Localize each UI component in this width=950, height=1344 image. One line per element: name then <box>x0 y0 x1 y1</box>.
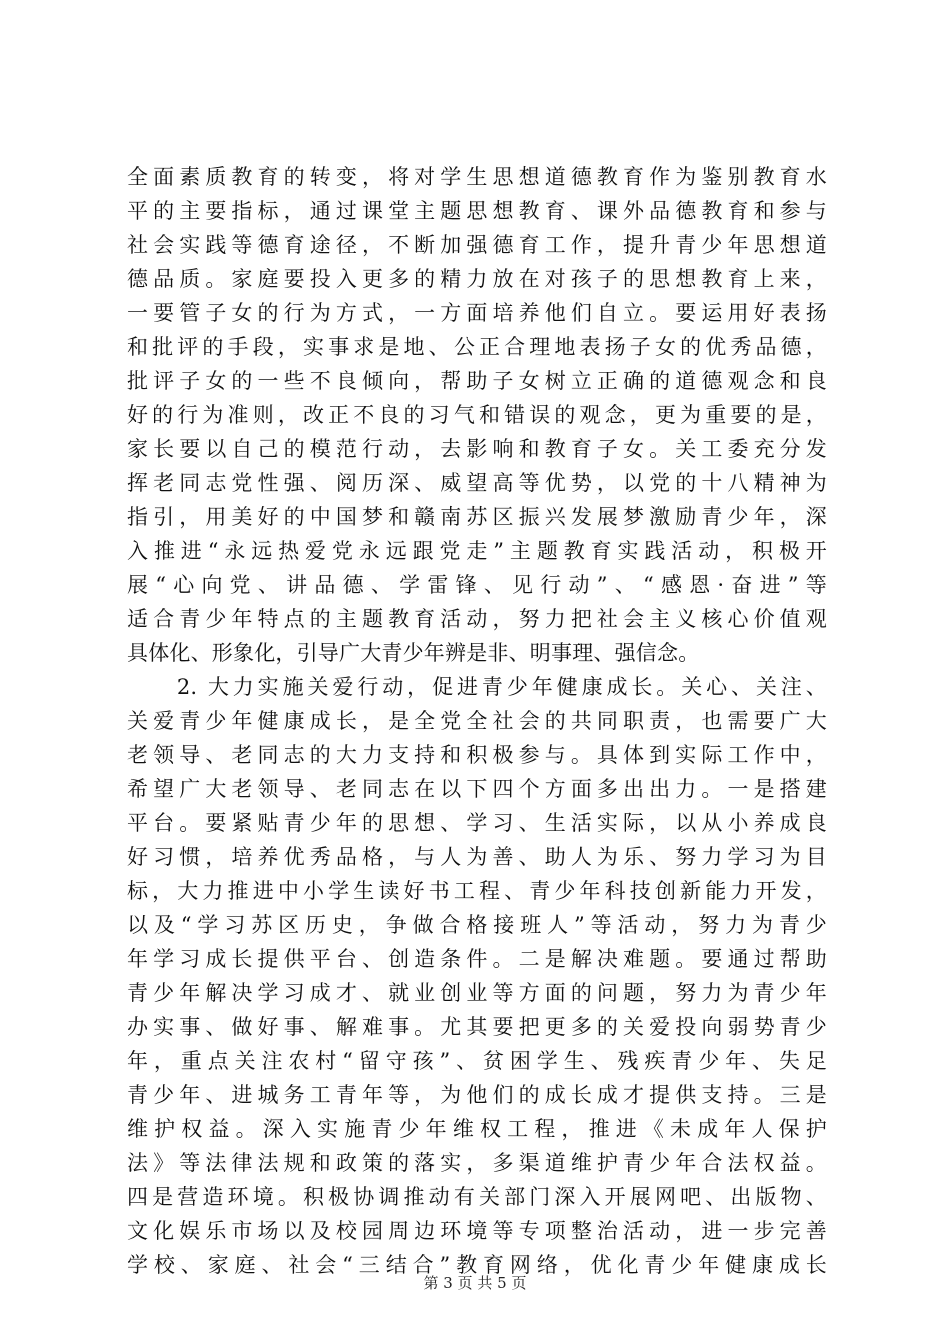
page-footer: 第 3 页 共 5 页 <box>423 1274 527 1292</box>
text-line: 希望广大老领导、老同志在以下四个方面多出出力。一是搭建 <box>127 777 827 801</box>
text-line: 平台。要紧贴青少年的思想、学习、生活实际，以从小养成良 <box>127 811 827 835</box>
text-line: 青少年解决学习成才、就业创业等方面的问题，努力为青少年 <box>127 981 827 1005</box>
text-line: 入推进“永远热爱党永远跟党走”主题教育实践活动，积极开 <box>127 539 827 563</box>
text-line: 标，大力推进中小学生读好书工程、青少年科技创新能力开发， <box>127 879 827 903</box>
text-line: 关爱青少年健康成长，是全党全社会的共同职责，也需要广大 <box>127 709 827 733</box>
text-line: 家长要以自己的模范行动，去影响和教育子女。关工委充分发 <box>127 437 827 461</box>
text-line: 老领导、老同志的大力支持和积极参与。具体到实际工作中， <box>127 743 827 767</box>
text-line: 社会实践等德育途径，不断加强德育工作，提升青少年思想道 <box>127 233 827 257</box>
text-line: 指引，用美好的中国梦和赣南苏区振兴发展梦激励青少年，深 <box>127 505 827 529</box>
text-line: 挥老同志党性强、阅历深、威望高等优势，以党的十八精神为 <box>127 471 827 495</box>
text-line: 文化娱乐市场以及校园周边环境等专项整治活动，进一步完善 <box>127 1219 827 1243</box>
text-line: 办实事、做好事、解难事。尤其要把更多的关爱投向弱势青少 <box>127 1015 827 1039</box>
text-line: 展“心向党、讲品德、学雷锋、见行动”、“感恩·奋进”等 <box>127 573 827 597</box>
body-text <box>127 160 827 1282</box>
text-line: 一要管子女的行为方式，一方面培养他们自立。要运用好表扬 <box>127 301 827 325</box>
text-line: 以及“学习苏区历史，争做合格接班人”等活动，努力为青少 <box>127 913 827 937</box>
text-line: 法》等法律法规和政策的落实，多渠道维护青少年合法权益。 <box>127 1151 827 1175</box>
text-line: 好习惯，培养优秀品格，与人为善、助人为乐、努力学习为目 <box>127 845 827 869</box>
text-line: 平的主要指标，通过课堂主题思想教育、课外品德教育和参与 <box>127 199 827 223</box>
text-line: 年学习成长提供平台、创造条件。二是解决难题。要通过帮助 <box>127 947 827 971</box>
text-line: 青少年、进城务工青年等，为他们的成长成才提供支持。三是 <box>127 1083 827 1107</box>
text-line: 2. 大力实施关爱行动，促进青少年健康成长。关心、关注、 <box>127 675 827 699</box>
text-line: 具体化、形象化，引导广大青少年辨是非、明事理、强信念。 <box>127 641 700 665</box>
text-line: 全面素质教育的转变，将对学生思想道德教育作为鉴别教育水 <box>127 165 827 189</box>
text-line: 好的行为准则，改正不良的习气和错误的观念，更为重要的是， <box>127 403 827 427</box>
text-line: 维护权益。深入实施青少年维权工程，推进《未成年人保护 <box>127 1117 827 1141</box>
text-line: 学校、家庭、社会“三结合”教育网络，优化青少年健康成长 <box>127 1253 827 1277</box>
text-line: 年，重点关注农村“留守孩”、贫困学生、残疾青少年、失足 <box>127 1049 827 1073</box>
text-line: 和批评的手段，实事求是地、公正合理地表扬子女的优秀品德， <box>127 335 827 359</box>
text-line: 德品质。家庭要投入更多的精力放在对孩子的思想教育上来， <box>127 267 827 291</box>
text-line: 批评子女的一些不良倾向，帮助子女树立正确的道德观念和良 <box>127 369 827 393</box>
text-line: 适合青少年特点的主题教育活动，努力把社会主义核心价值观 <box>127 607 827 631</box>
text-line: 四是营造环境。积极协调推动有关部门深入开展网吧、出版物、 <box>127 1185 827 1209</box>
